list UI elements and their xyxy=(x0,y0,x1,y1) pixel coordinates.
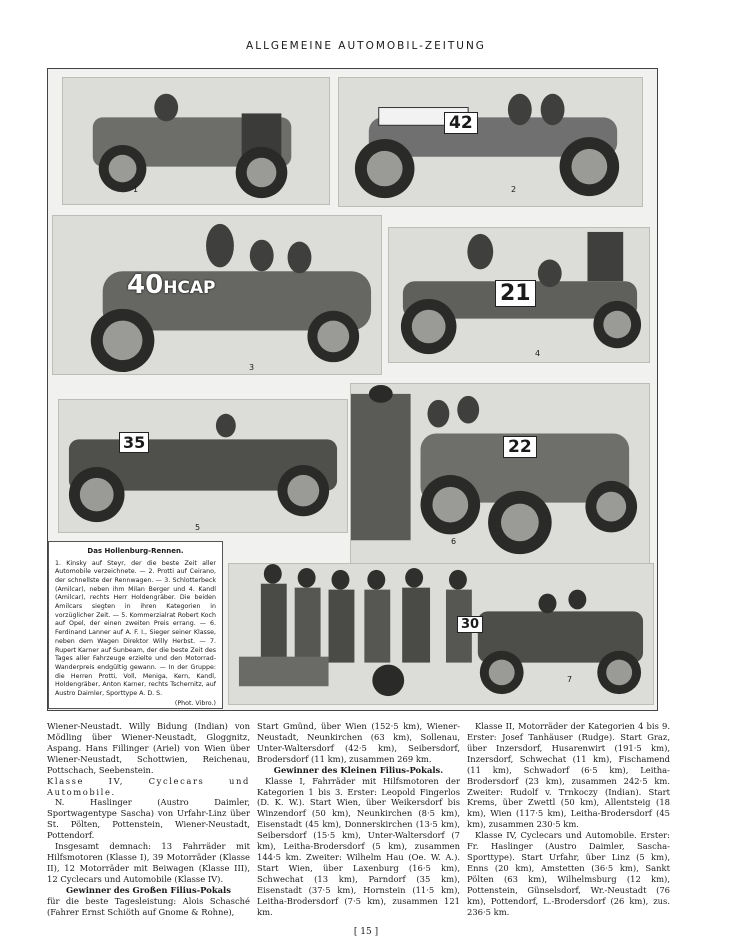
car-illustration xyxy=(53,216,381,374)
race-number-22: 22 xyxy=(503,436,537,458)
photo-group-7 xyxy=(228,563,654,705)
running-head: ALLGEMEINE AUTOMOBIL-ZEITUNG xyxy=(246,40,486,52)
paragraph: für die beste Tagesleistung: Alois Schasché (Fahrer Ernst Schiöth auf Gnome & Rohne), xyxy=(47,895,250,917)
text-column-2 xyxy=(257,721,460,918)
paragraph: Start Gmünd, über Wien (152·5 km), Wiener-Neustadt, Neunkirchen (63 km), Sollenau, Unter-Waltersdorf (42·5 km), Seibersdorf, Brodersdorf (11 km), zusammen 269 km. xyxy=(257,721,460,764)
photo-number: 2 xyxy=(511,185,517,194)
car-illustration xyxy=(59,400,347,532)
photo-caption-box xyxy=(48,541,223,709)
plate-number: 40 xyxy=(127,270,164,300)
paragraph: Klasse IV, Cyclecars und Automobile. Erster: Fr. Haslinger (Austro Daimler, Sascha-Sporttype). Start Urfahr, über Linz (5 km), Enns (20 km), Amstetten (36·5 km), Sankt Pölten (63 km), Wilhelmsburg (12 km), Pottenstein, Günselsdorf, Wr.-Neustadt (76 km), Pottendorf, L.-Brodersdorf (26 km), zus. 236·5 km. xyxy=(467,830,670,917)
photo-car-2 xyxy=(338,77,643,207)
photo-credit: (Phot. Vibro.) xyxy=(174,699,216,707)
paragraph: Wiener-Neustadt. Willy Bidung (Indian) von Mödling über Wiener-Neustadt, Gloggnitz, Aspang. Hans Fillinger (Ariel) von Wien über Wiener-Neustadt, Schottwien, Reichenau, Pottschach, Seebenstein. xyxy=(47,721,250,775)
paragraph: Klasse I, Fahrräder mit Hilfsmotoren der Kategorien 1 bis 3. Erster: Leopold Fingerlos (D. K. W.). Start Wien, über Weikersdorf bis Winzendorf (50 km), Neunkirchen (8·5 km), Eisenstadt (45 km), Donnerskirchen (13·5 km), Seibersdorf (15·5 km), Unter-Waltersdorf (7 km), Leitha-Brodersdorf (5 km), zusammen 144·5 km. Zweiter: Wilhelm Hau (Oe. W. A.). Start Wien, über Laxenburg (16·5 km), Schwechat (13 km), Parndorf (35 km), Eisenstadt (37·5 km), Hornstein (11·5 km), Leitha-Brodersdorf (7·5 km), zusammen 121 km. xyxy=(257,775,460,917)
race-number-30: 30 xyxy=(457,616,483,633)
car-illustration xyxy=(63,78,329,204)
race-number-35: 35 xyxy=(119,432,149,453)
caption-title: Das Hollenburg-Rennen. xyxy=(87,547,184,555)
caption-body: 1. Kinsky auf Steyr, der die beste Zeit aller Automobile verzeichnete. — 2. Protti auf Ceirano, der schnellste der Rennwagen. — 3. Schlotterbeck (Amilcar), neben ihm Milan Berger und 4. Kandl (Amilcar), rechts Herr Holdengräber. Die beiden Amilcars siegten in ihren Kategorien in vorzüglicher Zeit. — 5. Kommerzialrat Robert Koch auf Opel, der einen zweiten Preis errang. — 6. Ferdinand Lanner auf A. F. I., Sieger seiner Klasse, neben dem Wagen Direktor Willy Herbst. — 7. Rupert Karner auf Sunbeam, der die beste Zeit des Tages aller Fahrzeuge erzielte und den Motorrad-Wanderpreis endgültig gewann. — In der Gruppe: die Herren Protti, Voll, Meniga, Kern, Kandl, Holdengräber, Anton Karner, rechts Tschernitz, auf Austro Daimler, Sporttype A. D. S. xyxy=(55,559,216,697)
paragraph: Insgesamt demnach: 13 Fahrräder mit Hilfsmotoren (Klasse I), 39 Motorräder (Klasse II), 12 Motorräder mit Beiwagen (Klasse III), 12 Cyclecars und Automobile (Klasse IV). xyxy=(47,841,250,884)
section-heading: Gewinner des Großen Filius-Pokals xyxy=(66,884,231,895)
photo-car-5 xyxy=(58,399,348,533)
section-heading: Klasse IV, Cyclecars und Automobile. xyxy=(47,775,250,797)
photo-number: 1 xyxy=(133,185,139,194)
plate-text: HCAP xyxy=(163,278,216,298)
car-illustration xyxy=(339,78,642,206)
paragraph: N. Haslinger (Austro Daimler, Sportwagentype Sascha) von Urfahr-Linz über St. Pölten, Pottenstein, Wiener-Neustadt, Pottendorf. xyxy=(47,797,250,841)
photo-number: 4 xyxy=(535,349,541,358)
text-column-1 xyxy=(47,721,250,918)
race-number-40 xyxy=(127,270,216,300)
photo-number: 6 xyxy=(451,537,457,546)
photo-car-1 xyxy=(62,77,330,205)
section-heading: Gewinner des Kleinen Filius-Pokals. xyxy=(273,764,444,775)
paragraph: Klasse II, Motorräder der Kategorien 4 bis 9. Erster: Josef Tanhäuser (Rudge). Start Graz, über Inzersdorf, Husarenwirt (191·5 km), Inzersdorf, Schwechat (11 km), Fischamend (11 km), Schwadorf (6·5 km), Leitha-Brodersdorf (23 km), zusammen 242·5 km. Zweiter: Rudolf v. Trnkoczy (Indian). Start Krems, über Zwettl (50 km), Allentsteig (18 km), Wien (117·5 km), Leitha-Brodersdorf (45 km), zusammen 230·5 km. xyxy=(467,721,670,830)
car-illustration xyxy=(351,384,649,564)
photo-number: 5 xyxy=(195,523,201,532)
photo-car-3 xyxy=(52,215,382,375)
photo-number: 7 xyxy=(567,675,573,684)
race-number-21: 21 xyxy=(495,280,536,307)
group-illustration xyxy=(229,564,653,704)
photo-car-6 xyxy=(350,383,650,565)
race-number-42: 42 xyxy=(444,112,478,134)
page-number: [ 15 ] xyxy=(353,927,379,937)
photo-car-4 xyxy=(388,227,650,363)
text-column-3 xyxy=(467,721,670,918)
photo-number: 3 xyxy=(249,363,255,372)
